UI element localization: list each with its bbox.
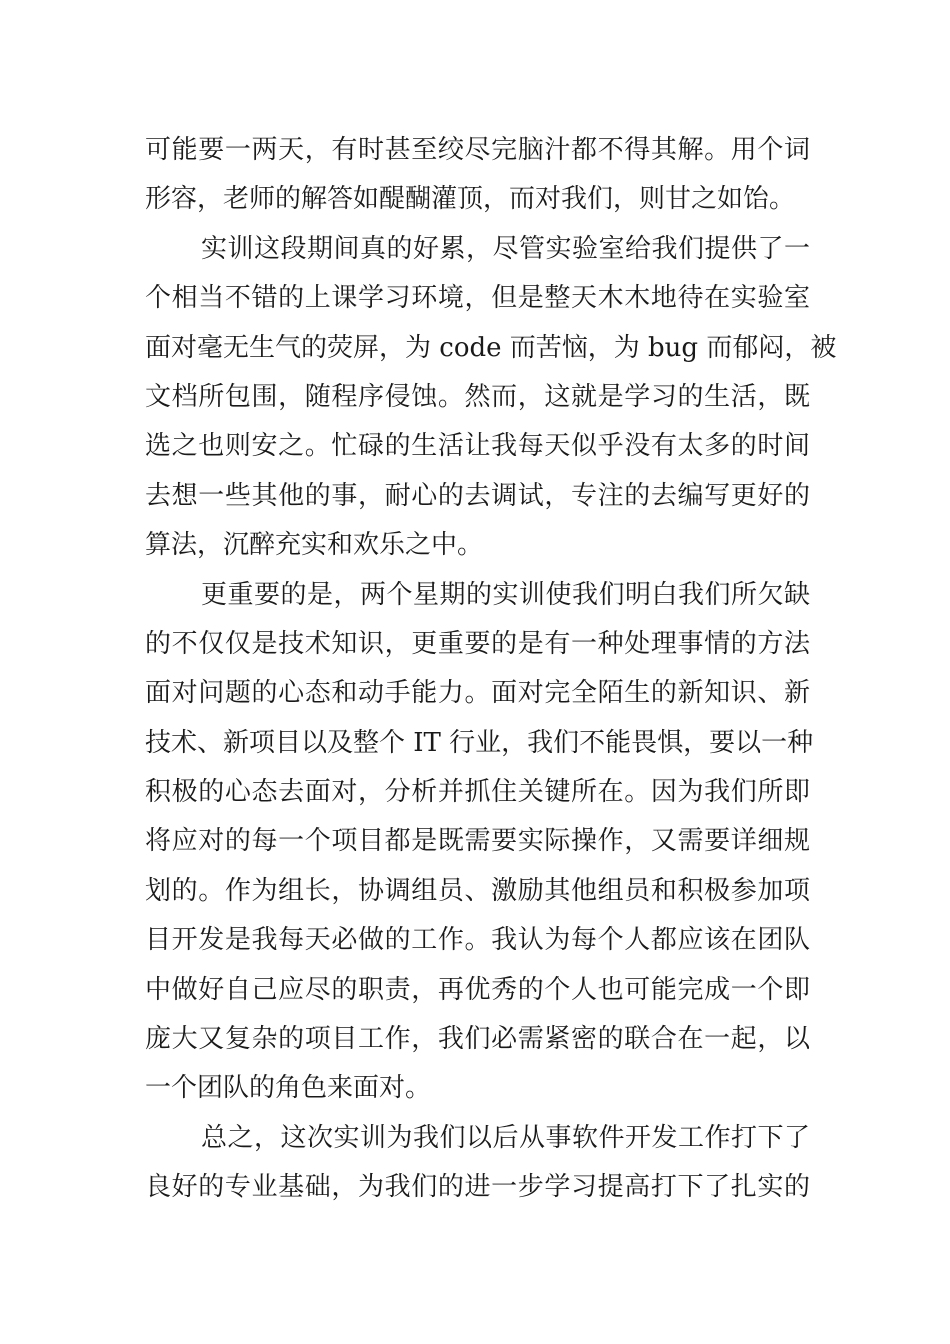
paragraph-1 [145,126,810,225]
text-line: 积极的心态去面对，分析并抓住关键所在。因为我们所即 [145,777,810,808]
text-line: 形容，老师的解答如醍醐灌顶，而对我们，则甘之如饴。 [145,184,796,215]
text-line: 文档所包围，随程序侵蚀。然而，这就是学习的生活，既 [145,381,810,412]
text-line: 庞大又复杂的项目工作，我们必需紧密的联合在一起，以 [145,1024,810,1055]
body-text [145,126,837,1213]
text-line: 的不仅仅是技术知识，更重要的是有一种处理事情的方法 [145,628,810,659]
paragraph-2 [145,225,837,571]
text-line: 目开发是我每天必做的工作。我认为每个人都应该在团队 [145,925,810,956]
text-line: 总之，这次实训为我们以后从事软件开发工作打下了 [201,1122,810,1153]
text-line: 去想一些其他的事，耐心的去调试，专注的去编写更好的 [145,480,810,511]
text-line: 面对问题的心态和动手能力。面对完全陌生的新知识、新 [145,678,810,709]
text-line: 技术、新项目以及整个 IT 行业，我们不能畏惧，要以一种 [145,727,814,758]
text-line: 选之也则安之。忙碌的生活让我每天似乎没有太多的时间 [145,431,810,462]
paragraph-3 [145,571,814,1114]
text-line: 良好的专业基础，为我们的进一步学习提高打下了扎实的 [145,1172,810,1203]
text-line: 实训这段期间真的好累，尽管实验室给我们提供了一 [201,233,810,264]
text-line: 面对毫无生气的荧屏，为 code 而苦恼，为 bug 而郁闷，被 [145,332,837,363]
text-line: 划的。作为组长，协调组员、激励其他组员和积极参加项 [145,875,810,906]
text-line: 将应对的每一个项目都是既需要实际操作，又需要详细规 [145,826,810,857]
text-line: 一个团队的角色来面对。 [145,1073,432,1104]
text-line: 可能要一两天，有时甚至绞尽完脑汁都不得其解。用个词 [145,135,810,165]
paragraph-4 [145,1114,810,1213]
text-line: 个相当不错的上课学习环境，但是整天木木地待在实验室 [145,283,810,314]
text-line: 中做好自己应尽的职责，再优秀的个人也可能完成一个即 [145,974,810,1005]
text-line: 更重要的是，两个星期的实训使我们明白我们所欠缺 [201,579,810,610]
text-line: 算法，沉醉充实和欢乐之中。 [145,530,484,561]
